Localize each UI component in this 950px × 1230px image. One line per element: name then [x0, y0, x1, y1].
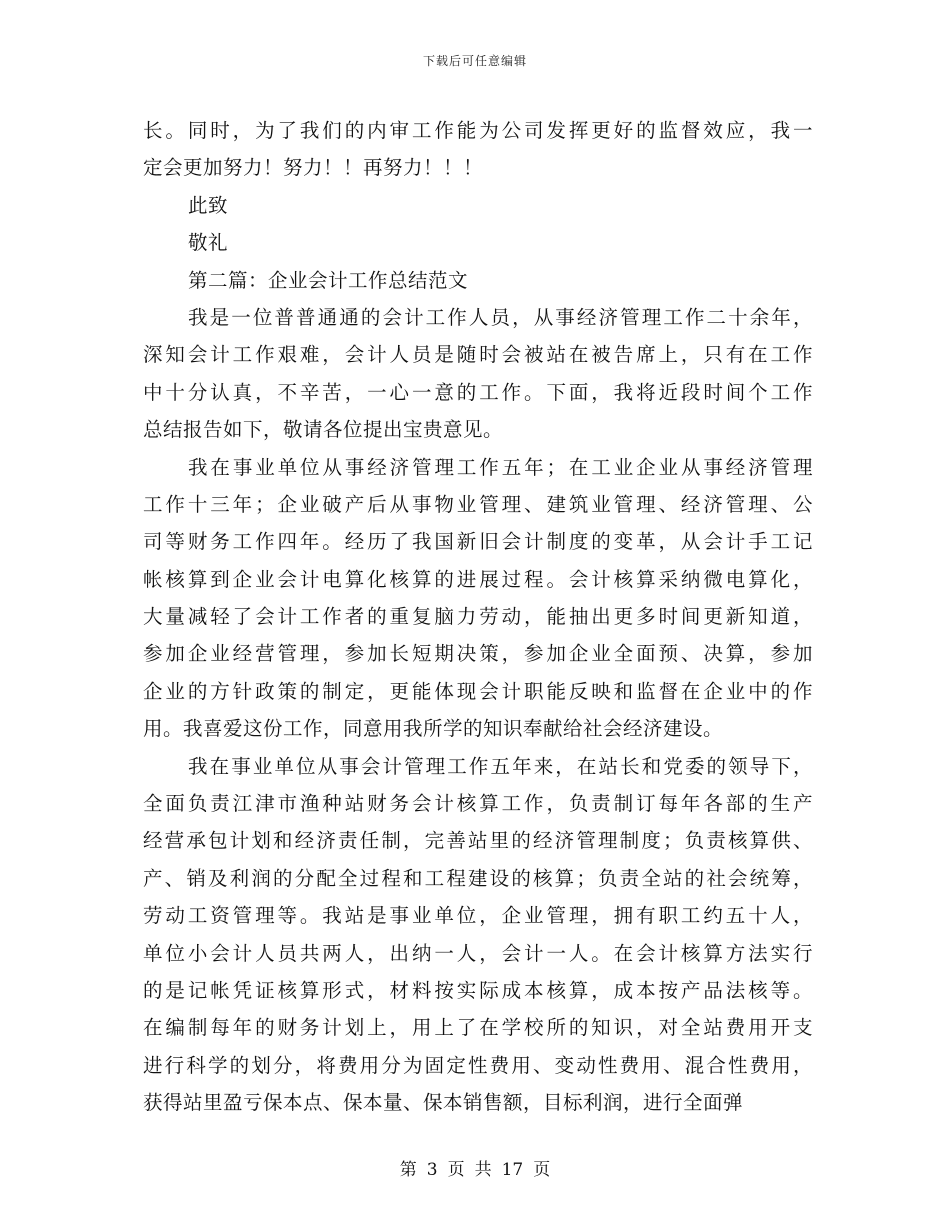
text-line: 的是记帐凭证核算形式，材料按实际成本核算，成本按产品法核等。: [143, 978, 813, 1002]
text-line: 大量减轻了会计工作者的重复脑力劳动，能抽出更多时间更新知道，: [143, 605, 813, 629]
text-line: 劳动工资管理等。我站是事业单位，企业管理，拥有职工约五十人，: [143, 904, 813, 928]
paragraph: [143, 748, 813, 1122]
text-line: 用。我喜爱这份工作，同意用我所学的知识奉献给社会经济建设。: [143, 717, 724, 741]
footer-page-total: 17: [501, 1160, 524, 1180]
text-line: 定会更加努力！努力！！再努力！！！: [143, 156, 484, 180]
text-line: 深知会计工作艰难，会计人员是随时会被站在被告席上，只有在工作: [143, 343, 813, 367]
text-line: 第二篇：企业会计工作总结范文: [188, 268, 469, 292]
text-line: 获得站里盈亏保本点、保本量、保本销售额，目标利润，进行全面弹: [143, 1091, 744, 1115]
text-line: 工作十三年；企业破产后从事物业管理、建筑业管理、经济管理、公: [143, 492, 813, 516]
text-line: 我是一位普普通通的会计工作人员，从事经济管理工作二十余年，: [188, 305, 813, 329]
text-line: 全面负责江津市渔种站财务会计核算工作，负责制订每年各部的生产: [143, 792, 813, 816]
text-line: 在编制每年的财务计划上，用上了在学校所的知识，对全站费用开支: [143, 1016, 813, 1040]
footer-page-current: 3: [426, 1160, 438, 1180]
text-line: 经营承包计划和经济责任制，完善站里的经济管理制度；负责核算供、: [143, 829, 813, 853]
page-header: 下载后可任意编辑: [422, 54, 527, 68]
text-line: 我在事业单位从事会计管理工作五年来，在站长和党委的领导下，: [188, 754, 813, 778]
text-line: 帐核算到企业会计电算化核算的进展过程。会计核算采纳微电算化，: [143, 567, 813, 591]
footer-page-unit: 页: [447, 1160, 465, 1180]
paragraph: [143, 187, 813, 224]
paragraph: [143, 224, 813, 261]
paragraph: [143, 112, 813, 187]
text-line: 单位小会计人员共两人，出纳一人，会计一人。在会计核算方法实行: [143, 941, 813, 965]
footer-total-label: 共: [474, 1160, 492, 1180]
paragraph: [143, 449, 813, 748]
text-line: 进行科学的划分，将费用分为固定性费用、变动性费用、混合性费用，: [143, 1053, 813, 1077]
page-footer: [0, 1155, 950, 1180]
text-line: 此致: [188, 193, 229, 217]
text-line: 参加企业经营管理，参加长短期决策，参加企业全面预、决算，参加: [143, 642, 813, 666]
paragraph: [143, 299, 813, 449]
text-line: 敬礼: [188, 231, 229, 255]
text-line: 总结报告如下，敬请各位提出宝贵意见。: [143, 418, 504, 442]
text-line: 我在事业单位从事经济管理工作五年；在工业企业从事经济管理: [188, 455, 813, 479]
text-line: 长。同时，为了我们的内审工作能为公司发挥更好的监督效应，我一: [143, 119, 813, 142]
text-line: 产、销及利润的分配全过程和工程建设的核算；负责全站的社会统筹，: [143, 866, 813, 890]
footer-page-label: 第: [399, 1160, 417, 1180]
footer-total-unit: 页: [533, 1160, 551, 1180]
paragraph: [143, 262, 813, 299]
text-line: 企业的方针政策的制定，更能体现会计职能反映和监督在企业中的作: [143, 679, 813, 703]
document-body: [143, 112, 813, 1122]
text-line: 中十分认真，不辛苦，一心一意的工作。下面，我将近段时间个工作: [143, 380, 813, 404]
text-line: 司等财务工作四年。经历了我国新旧会计制度的变革，从会计手工记: [143, 530, 813, 554]
